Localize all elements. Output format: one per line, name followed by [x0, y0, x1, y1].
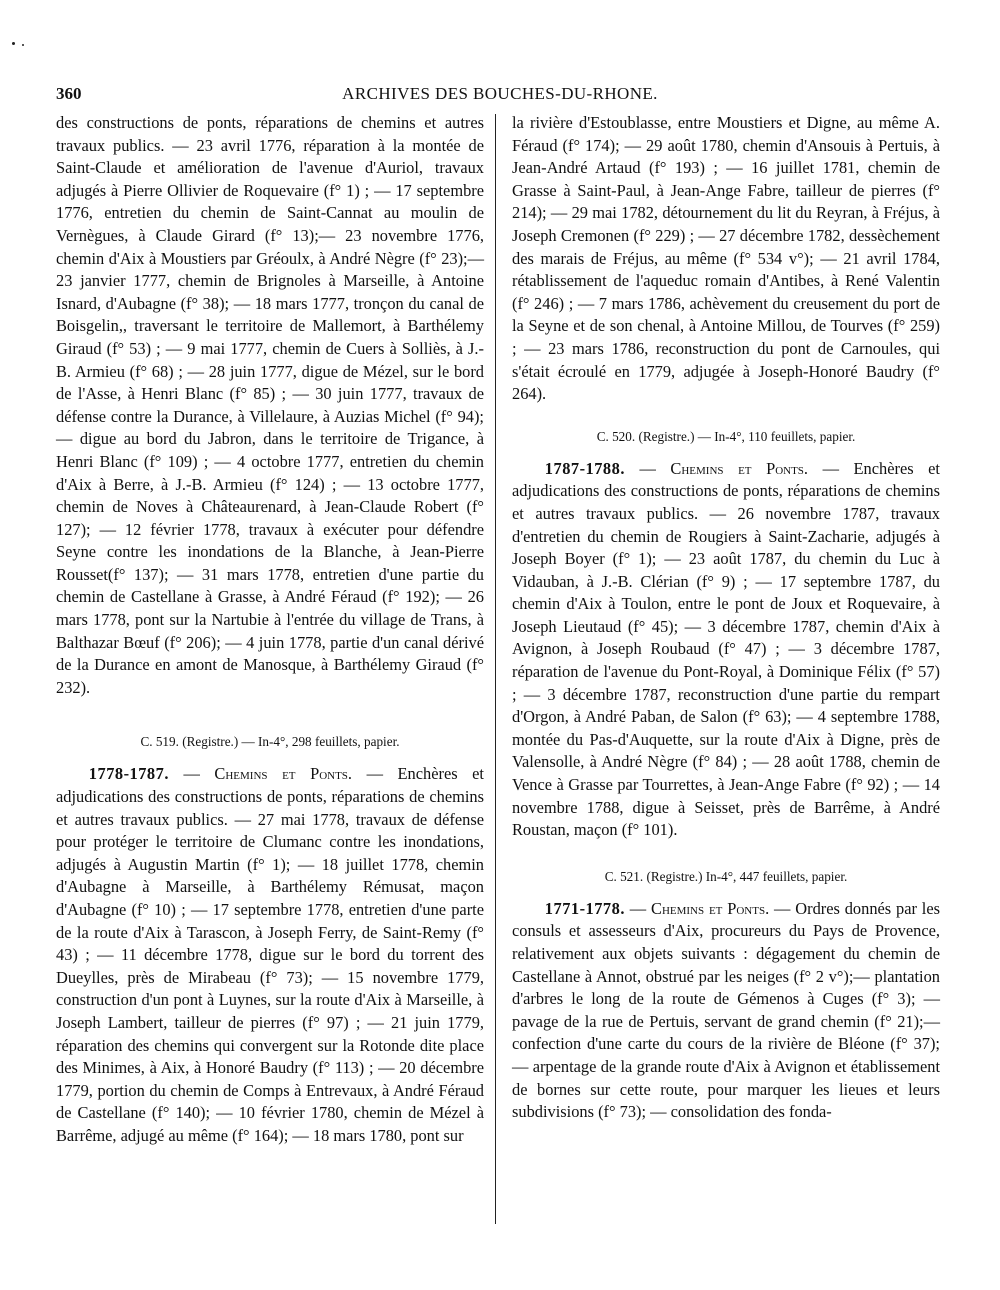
- right-column: [512, 112, 940, 1124]
- entry-heading: — Chemins et Ponts.: [639, 458, 809, 478]
- call-number-c521: C. 521. (Registre.) In-4°, 447 feuillets, papier.: [604, 868, 848, 884]
- entry-dates: 1771-1778.: [544, 898, 625, 918]
- column-divider: [495, 114, 496, 1224]
- scan-speck: [22, 44, 24, 46]
- call-number-c520: C. 520. (Registre.) — In-4°, 110 feuillets, papier.: [596, 428, 856, 444]
- entry-dates: 1778-1787.: [88, 764, 169, 784]
- running-title: ARCHIVES DES BOUCHES-DU-RHONE.: [342, 84, 658, 103]
- call-number-c519: C. 519. (Registre.) — In-4°, 298 feuillets, papier.: [140, 734, 400, 750]
- entry-heading: — Chemins et Ponts.: [183, 764, 353, 784]
- entry-dates: 1787-1788.: [544, 458, 625, 478]
- scan-speck: [12, 42, 15, 45]
- entry-continuation: des constructions de ponts, réparations de chemins et autres travaux publics. — 23 avril 1776, réparation à la montée de Saint-Claude et amélioration de l'avenue d'Auriol, travaux adjugés à Pierre Ollivier de Roquevaire (f° 1) ; — 17 septembre 1776, entretien du chemin de Saint-Cannat au moulin de Vernègues, à Claude Girard (f° 13);— 23 novembre 1776, chemin d'Aix à Moustiers par Gréoulx, à André Nègre (f° 23);—23 janvier 1777, chemin de Brignoles à Marseille, à Antoine Isnard, d'Aubagne (f° 38); — 18 mars 1777, tronçon du canal de Boisgelin,, traversant le territoire de Mallemort, à Barthélemy Giraud (f° 53) ; — 9 mai 1777, chemin de Cuers à Solliès, à J.-B. Armieu (f° 68) ; — 28 juin 1777, digue de Mézel, sur le bord de l'Asse, à Henri Blanc (f° 85) ; — 30 juin 1777, travaux de défense contre la Durance, à Villelaure, à Auzias Michel (f° 94); — digue au bord du Jabron, dans le territoire de Trigance, à Henri Blanc (f° 109) ; — 4 octobre 1777, entretien du chemin d'Aix à Berre, à J.-B. Armieu (f° 124) ; — 13 octobre 1777, chemin de Noves à Châteaurenard, à Jean-Claude Robert (f° 127); — 12 février 1778, travaux à exécuter pour défendre Seyne contre les inondations de la Blanche, à Jean-Pierre Rousset(f° 137); — 31 mars 1778, entretien d'une partie du chemin de Castellane à Grasse, à André Féraud (f° 192); — 26 mars 1778, pont sur la Nartubie à l'entrée du village de Trans, à Balthazar Bœuf (f° 206); — 4 juin 1778, partie d'un canal dérivé de la Durance en amont de Manosque, à Barthélemy Giraud (f° 232).: [56, 113, 484, 697]
- entry-text: — Ordres donnés par les consuls et assesseurs d'Aix, procureurs du Pays de Provence, relativement aux objets suivants : dégagement du chemin de Castellane à Annot, obstrué par les neiges (f° 2 v°);— plantation d'arbres le long de la route de Gémenos à Cuges (f° 3); — pavage de la rue de Pertuis, servant de grand chemin (f° 21);— confection d'une carte du cours de la rivière de Bléone (f° 37); — arpentage de la grande route d'Aix à Avignon et établissement de bornes sur cette route, pour marquer les lieues et leurs subdivisions (f° 73); — consolidation des fonda-: [512, 898, 940, 1122]
- entry-c519: [56, 763, 484, 1147]
- entry-c521: [512, 898, 940, 1124]
- entry-text: — Enchères et adjudications des constructions de ponts, réparations de chemins et autres travaux publics. — 27 mai 1778, travaux de défense pour protéger le territoire de Clumanc contre les inondations, adjugés à Augustin Martin (f° 1); — 18 juillet 1778, chemin d'Aubagne à Marseille, à Barthélemy Rémusat, maçon d'Aubagne (f° 10) ; — 17 septembre 1778, entretien d'une parte de la route d'Aix à Tarascon, à Joseph Ferry, de Saint-Remy (f° 43) ; — 11 décembre 1778, digue sur le bord du torrent des Dueylles, près de Mirabeau (f° 73); — 15 novembre 1779, construction d'un pont à Luynes, sur la route d'Aix à Marseille, à Joseph Lambert, tailleur de pierres (f° 97) ; — 21 juin 1779, réparation des chemins qui convergent sur la Rotonde dite place des Minimes, à Aix, à Honoré Baudry (f° 113) ; — 20 décembre 1779, portion du chemin de Comps à Entrevaux, à André Féraud de Castellane (f° 140); — 10 février 1780, chemin de Mézel à Barrême, adjugé au même (f° 164); — 18 mars 1780, pont sur: [56, 764, 484, 1145]
- page-header: [56, 84, 944, 108]
- entry-text: — Enchères et adjudications des constructions de ponts, réparations de chemins et autres travaux publics. — 26 novembre 1787, travaux d'entretien du chemin de Rougiers à Saint-Zacharie, adjugés à Joseph Boyer (f° 1); — 23 août 1787, du chemin du Luc à Vidauban, à J.-B. Clérian (f° 9) ; — 17 septembre 1787, du chemin d'Aix à Toulon, entre le pont de Joux et Roquevaire, à Joseph Lieutaud (f° 45); — 3 décembre 1787, chemin d'Aix à Avignon, à Joseph Roubaud (f° 47) ; — 3 décembre 1787, réparation de l'avenue du Pont-Royal, à Dominique Félix (f° 57) ; — 3 décembre 1787, reconstruction d'une partie du rempart d'Orgon, à André Paban, de Salon (f° 63); — 4 septembre 1788, montée du Pas-d'Auquette, sur la route d'Aix à Digne, près de Valensolle, à André Nègre (f° 84) ; — 28 août 1788, chemin de Vence à Grasse par Tourrettes, à Jean-Ange Fabre (f° 92) ; — 14 novembre 1788, digue à Seisset, près de Barrême, à André Roustan, maçon (f° 101).: [512, 458, 940, 840]
- page-number: 360: [56, 84, 82, 103]
- entry-c520: [512, 458, 940, 842]
- left-column: [56, 112, 484, 1148]
- entry-heading: — Chemins et Ponts.: [629, 898, 770, 918]
- entry-continuation: la rivière d'Estoublasse, entre Moustiers et Digne, au même A. Féraud (f° 174); — 29 août 1780, chemin d'Ansouis à Pertuis, à Jean-André Artaud (f° 193) ; — 16 juillet 1781, chemin de Grasse à Saint-Paul, à Jean-Ange Fabre, tailleur de pierres (f° 214); — 29 mai 1782, détournement du lit du Reyran, à Fréjus, à Joseph Cremonen (f° 229) ; — 27 décembre 1782, dessèchement des marais de Fréjus, au même (f° 534 v°); — 21 avril 1784, rétablissement de l'aqueduc romain d'Antibes, à René Valentin (f° 246) ; — 7 mars 1786, achèvement du creusement du port de la Seyne et de son chenal, à Antoine Millou, de Tourves (f° 259) ; — 23 mars 1786, reconstruction du pont de Carnoules, qui s'était écroulé en 1779, adjugée à Joseph-Honoré Baudry (f° 264).: [512, 113, 940, 404]
